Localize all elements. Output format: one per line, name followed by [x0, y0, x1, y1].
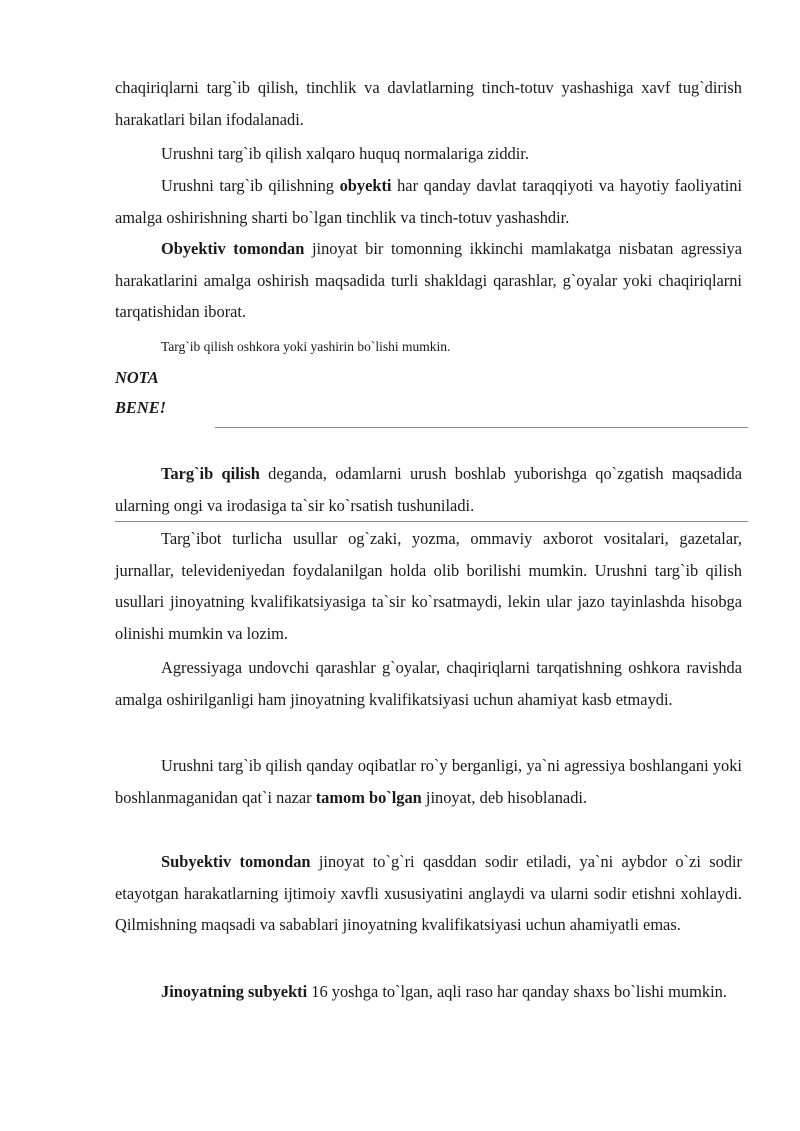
paragraph-6: [115, 458, 742, 521]
paragraph-11-text: 16 yoshga to`lgan, aqli raso har qanday shaxs bo`lishi mumkin.: [307, 982, 727, 1001]
nota-bene-line2: BENE!: [115, 398, 167, 417]
paragraph-7: [115, 523, 742, 649]
paragraph-8-text: Agressiyaga undovchi qarashlar g`oyalar, chaqiriqlarni tarqatishning oshkora ravishda amalga oshirilganligi ham jinoyatning kvalifikatsiyasi uchun ahamiyat kasb etmaydi.: [115, 658, 742, 709]
paragraph-4-text: jinoyat bir tomonning ikkinchi mamlakatga nisbatan agressiya harakatlarini amalga oshirish maqsadida turli shakldagi qarashlar, g`oyalar yoki chaqiriqlarni tarqatishidan iborat.: [115, 239, 742, 321]
paragraph-1-text: chaqiriqlarni targ`ib qilish, tinchlik va davlatlarning tinch-totuv yashashiga xavf tug`dirish harakatlari bilan ifodalanadi.: [115, 78, 742, 129]
box-note-text: Targ`ib qilish oshkora yoki yashirin bo`lishi mumkin.: [161, 339, 451, 354]
paragraph-4-bold: Obyektiv tomondan: [161, 239, 305, 258]
paragraph-10-bold: Subyektiv tomondan: [161, 852, 311, 871]
paragraph-4: [115, 233, 742, 328]
paragraph-3-bold: obyekti: [339, 176, 392, 195]
paragraph-9-text-end: jinoyat, deb hisoblanadi.: [421, 787, 588, 807]
box-divider-top: [215, 427, 748, 428]
paragraph-7-text: Targ`ibot turlicha usullar og`zaki, yozma, ommaviy axborot vositalari, gazetalar, jurnallar, televideniyedan foydalanilgan holda olib borilishi mumkin. Urushni targ`ib qilish usullari jinoyatning kvalifikatsiyasiga ta`sir ko`rsatmaydi, lekin ular jazo tayinlashda hisobga olinishi mumkin va lozim.: [115, 529, 742, 643]
paragraph-9-text: Urushni targ`ib qilish qanday oqibatlar ro`y berganligi, ya`ni agressiya boshlangani yoki boshlanmaganidan qat`i nazar: [115, 756, 742, 807]
paragraph-11: [115, 976, 742, 1008]
paragraph-3: [115, 170, 742, 233]
box-divider-bottom: [115, 521, 748, 522]
paragraph-8: [115, 652, 742, 715]
paragraph-11-bold: Jinoyatning subyekti: [161, 982, 308, 1001]
paragraph-3-text-end: har qanday davlat taraqqiyoti va hayotiy faoliyatini amalga oshirishning sharti bo`lgan tinchlik va tinch-totuv yashashdir.: [115, 176, 742, 227]
paragraph-10: [115, 846, 742, 941]
paragraph-2-text: Urushni targ`ib qilish xalqaro huquq normalariga ziddir.: [161, 144, 529, 163]
paragraph-10-text: jinoyat to`g`ri qasddan sodir etiladi, ya`ni aybdor o`zi sodir etayotgan harakatlarning ijtimoiy xavfli xususiyatini anglaydi va ularni sodir etishni xohlaydi. Qilmishning maqsadi va sabablari jinoyatning kvalifikatsiyasi uchun ahamiyatli emas.: [115, 852, 742, 934]
paragraph-1: [115, 72, 742, 135]
paragraph-9-bold: tamom bo`lgan: [315, 787, 422, 807]
nota-bene-line1: NOTA: [115, 368, 159, 387]
paragraph-9: [115, 750, 742, 813]
paragraph-2: [115, 138, 742, 170]
paragraph-6-text: deganda, odamlarni urush boshlab yuborishga qo`zgatish maqsadida ularning ongi va irodasiga ta`sir ko`rsatish tushuniladi.: [115, 464, 742, 515]
paragraph-3-text: Urushni targ`ib qilishning: [161, 176, 340, 195]
paragraph-6-bold: Targ`ib qilish: [161, 464, 260, 483]
